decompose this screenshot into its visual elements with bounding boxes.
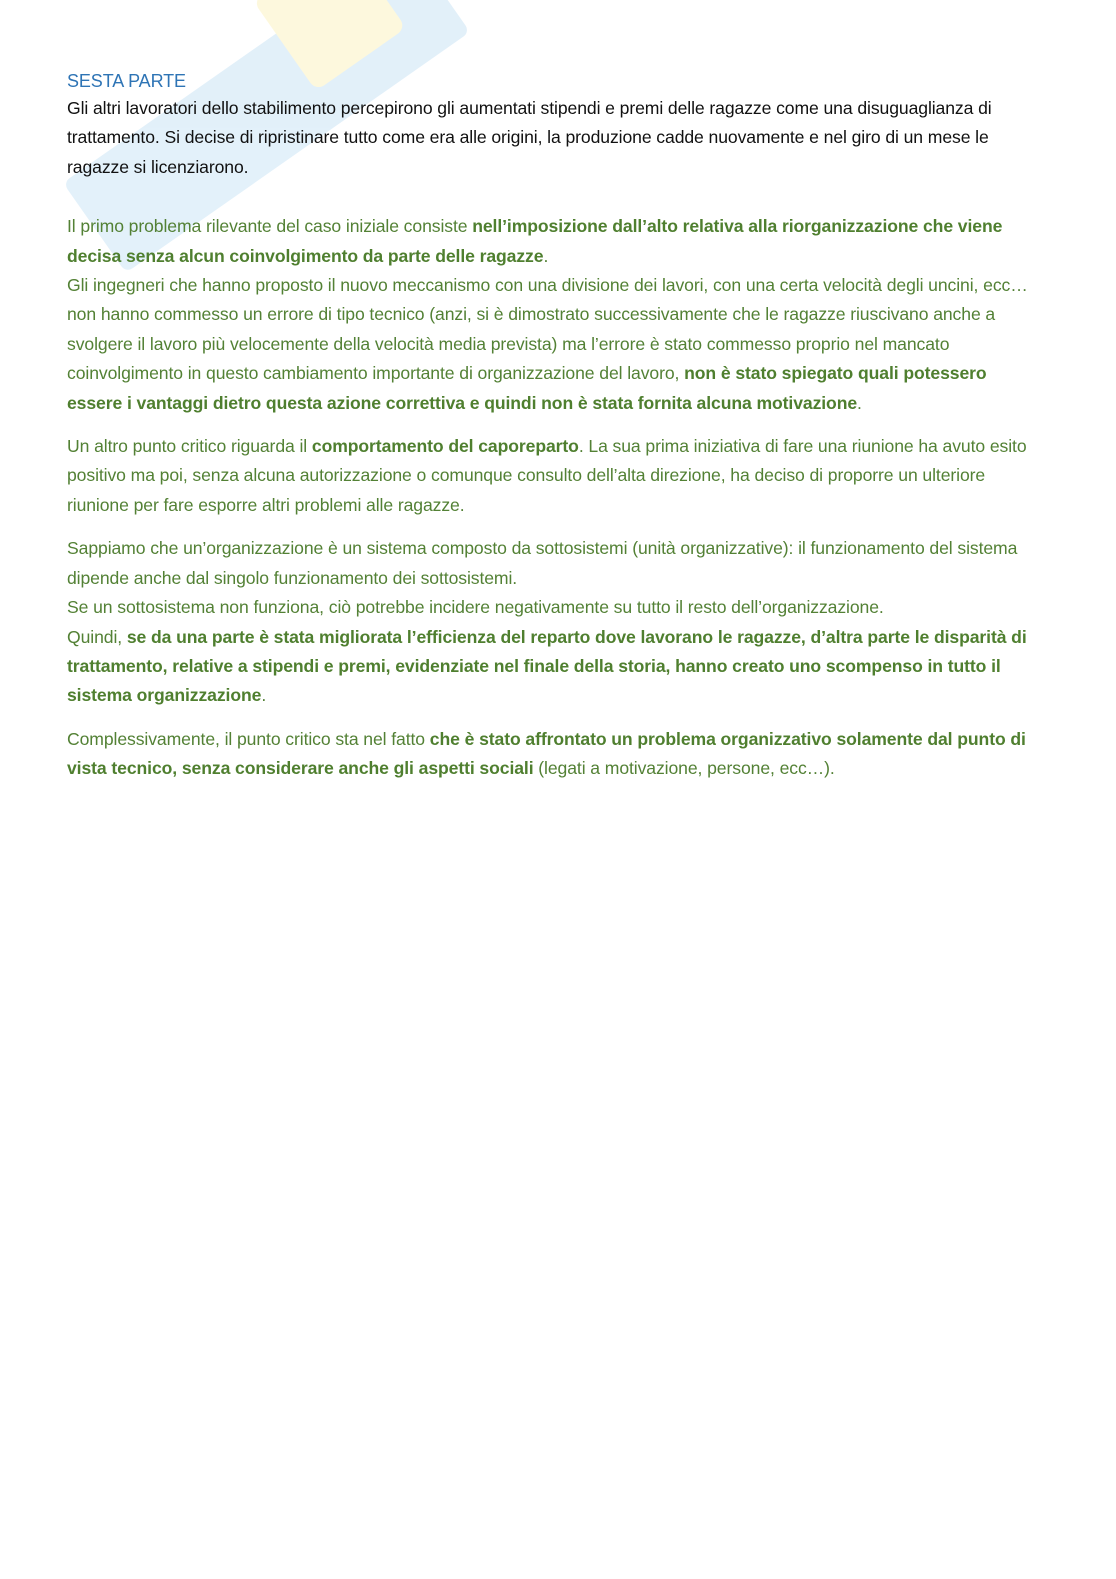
paragraph-sottosistemi: [67, 534, 1042, 710]
bold-text: che è stato affrontato un problema organizzativo solamente dal punto di vista tecnico, senza considerare anche gli aspetti sociali: [67, 728, 1026, 779]
text: .: [857, 392, 862, 413]
bold-text: se da una parte è stata migliorata l’efficienza del reparto dove lavorano le ragazze, d’altra parte le disparità di trattamento, relative a stipendi e premi, evidenziate nel finale della storia, hanno creato uno scompenso in tutto il sistema organizzazione: [67, 626, 1027, 706]
text: (legati a motivazione, persone, ecc…).: [533, 758, 835, 779]
text: Gli ingegneri che hanno proposto il nuovo meccanismo con una divisione dei lavori, con una certa velocità degli uncini, ecc… non hanno commesso un errore di tipo tecnico (anzi, si è dimostrato successivamente che le ragazze riuscivano anche a svolgere il lavoro più velocemente della velocità media prevista) ma l’errore è stato commesso proprio nel mancato coinvolgimento in questo cambiamento importante di organizzazione del lavoro,: [67, 275, 1028, 384]
text: Complessivamente, il punto critico sta nel fatto: [67, 728, 430, 749]
text: Il primo problema rilevante del caso iniziale consiste: [67, 216, 473, 237]
text: Sappiamo che un’organizzazione è un sistema composto da sottosistemi (unità organizzative): il funzionamento del sistema dipende anche dal singolo funzionamento dei sottosistemi.: [67, 538, 1018, 588]
paragraph-first-problem: [67, 212, 1042, 418]
text: Un altro punto critico riguarda il: [67, 436, 312, 457]
text: . La sua prima iniziativa di fare una riunione ha avuto esito positivo ma poi, senza alcuna autorizzazione o comunque consulto dell’alta direzione, ha deciso di proporre un ulteriore riunione per fare esporre altri problemi alle ragazze.: [67, 436, 1027, 515]
text: .: [543, 245, 549, 266]
bold-text: comportamento del caporeparto: [311, 436, 579, 457]
paragraph-caporeparto: [67, 432, 1042, 520]
bold-text: nell’imposizione dall’alto relativa alla riorganizzazione che viene decisa senza alcun coinvolgimento da parte delle ragazze: [67, 216, 1003, 266]
intro-paragraph: Gli altri lavoratori dello stabilimento percepirono gli aumentati stipendi e premi delle ragazze come una disuguaglianza di trattamento. Si decise di ripristinare tutto come era alle origini, la produzione cadde nuovamente e nel giro di un mese le ragazze si licenziarono.: [67, 98, 992, 177]
text: .: [261, 685, 267, 706]
bold-text: non è stato spiegato quali potessero essere i vantaggi dietro questa azione correttiva e quindi non è stata fornita alcuna motivazione: [67, 363, 987, 413]
document-body: [67, 68, 1042, 798]
text: Se un sottosistema non funziona, ciò potrebbe incidere negativamente su tutto il resto dell’organizzazione.: [67, 597, 884, 618]
text: Quindi,: [67, 626, 127, 647]
section-heading: SESTA PARTE: [67, 71, 186, 91]
paragraph-conclusion: [67, 725, 1042, 784]
